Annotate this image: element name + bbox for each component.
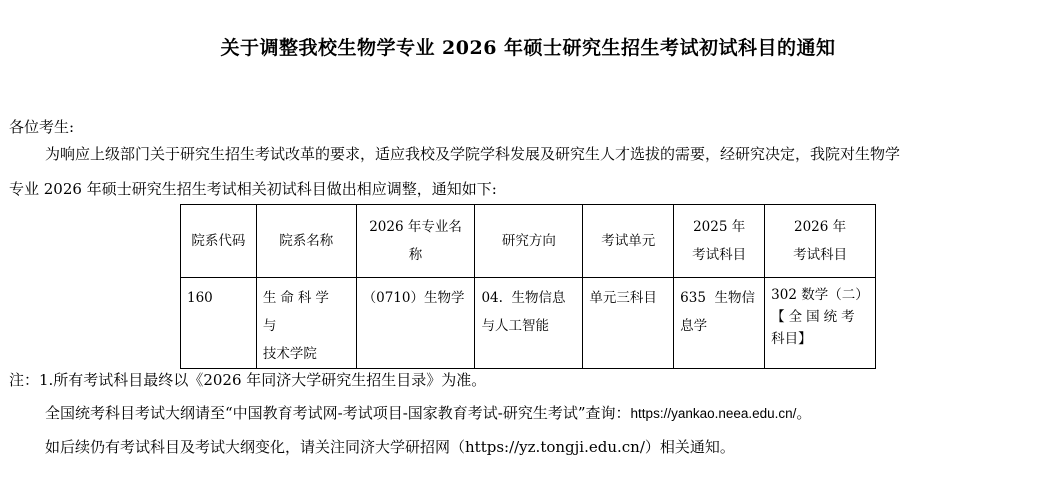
header-direction: 研究方向: [475, 205, 583, 278]
greeting: 各位考生:: [9, 118, 75, 136]
header-dept-code: 院系代码: [181, 205, 257, 278]
cell-dept-name: [256, 278, 356, 369]
header-subj-2025-line2: 考试科目: [692, 247, 747, 263]
header-major-line2: 称: [408, 247, 423, 263]
cell-unit: 单元三科目: [583, 278, 674, 369]
cell-dept-name-line1: 生命科学与: [262, 290, 333, 334]
notice-title: 关于调整我校生物学专业 2026 年硕士研究生招生考试初试科目的通知: [220, 37, 836, 59]
note-3: 如后续仍有考试科目及考试大纲变化，请关注同济大学研招网（https://yz.tongji.edu.cn/）相关通知。: [45, 438, 735, 456]
cell-subj-2026-line2: 【全国统考: [771, 309, 859, 325]
note-2-end: 。: [796, 404, 812, 422]
cell-direction: [475, 278, 583, 369]
header-unit: 考试单元: [583, 205, 674, 278]
header-subj-2026-line1: 2026 年: [794, 219, 847, 235]
header-dept-name: 院系名称: [256, 205, 356, 278]
exam-subjects-table: [180, 204, 876, 369]
header-subj-2025: [674, 205, 765, 278]
note-2-text: 全国统考科目考试大纲请至“中国教育考试网-考试项目-国家教育考试-研究生考试”查询：: [45, 404, 631, 422]
cell-subj-2026-line3: 科目】: [771, 331, 812, 347]
note-1: 注：1.所有考试科目最终以《2026 年同济大学研究生招生目录》为准。: [9, 371, 487, 389]
neea-link[interactable]: https://yankao.neea.edu.cn/: [630, 406, 797, 421]
cell-dept-code: 160: [181, 278, 257, 369]
header-major-line1: 2026 年专业名: [369, 219, 462, 235]
cell-subj-2025: [674, 278, 765, 369]
intro-line-2: 专业 2026 年硕士研究生招生考试相关初试科目做出相应调整，通知如下:: [9, 180, 497, 198]
intro-line-1: 为响应上级部门关于研究生招生考试改革的要求，适应我校及学院学科发展及研究生人才选拔的需要，经研究决定，我院对生物学: [45, 145, 901, 163]
header-major: [356, 205, 475, 278]
cell-subj-2026: [765, 278, 876, 369]
cell-direction-line1: 04. 生物信息: [481, 290, 566, 306]
header-subj-2026-line2: 考试科目: [793, 247, 848, 263]
note-2: [45, 402, 811, 423]
cell-subj-2026-line1: 302 数学（二）: [771, 287, 869, 303]
header-subj-2025-line1: 2025 年: [693, 219, 746, 235]
header-subj-2026: [765, 205, 876, 278]
intro-paragraph: [9, 137, 1049, 207]
cell-direction-line2: 与人工智能: [481, 318, 549, 334]
cell-dept-name-line2: 技术学院: [262, 346, 317, 362]
table-header-row: [181, 205, 876, 278]
cell-subj-2025-line1: 635 生物信: [680, 290, 756, 306]
cell-major: （0710）生物学: [356, 278, 475, 369]
table-row: [181, 278, 876, 369]
cell-subj-2025-line2: 息学: [680, 318, 708, 334]
